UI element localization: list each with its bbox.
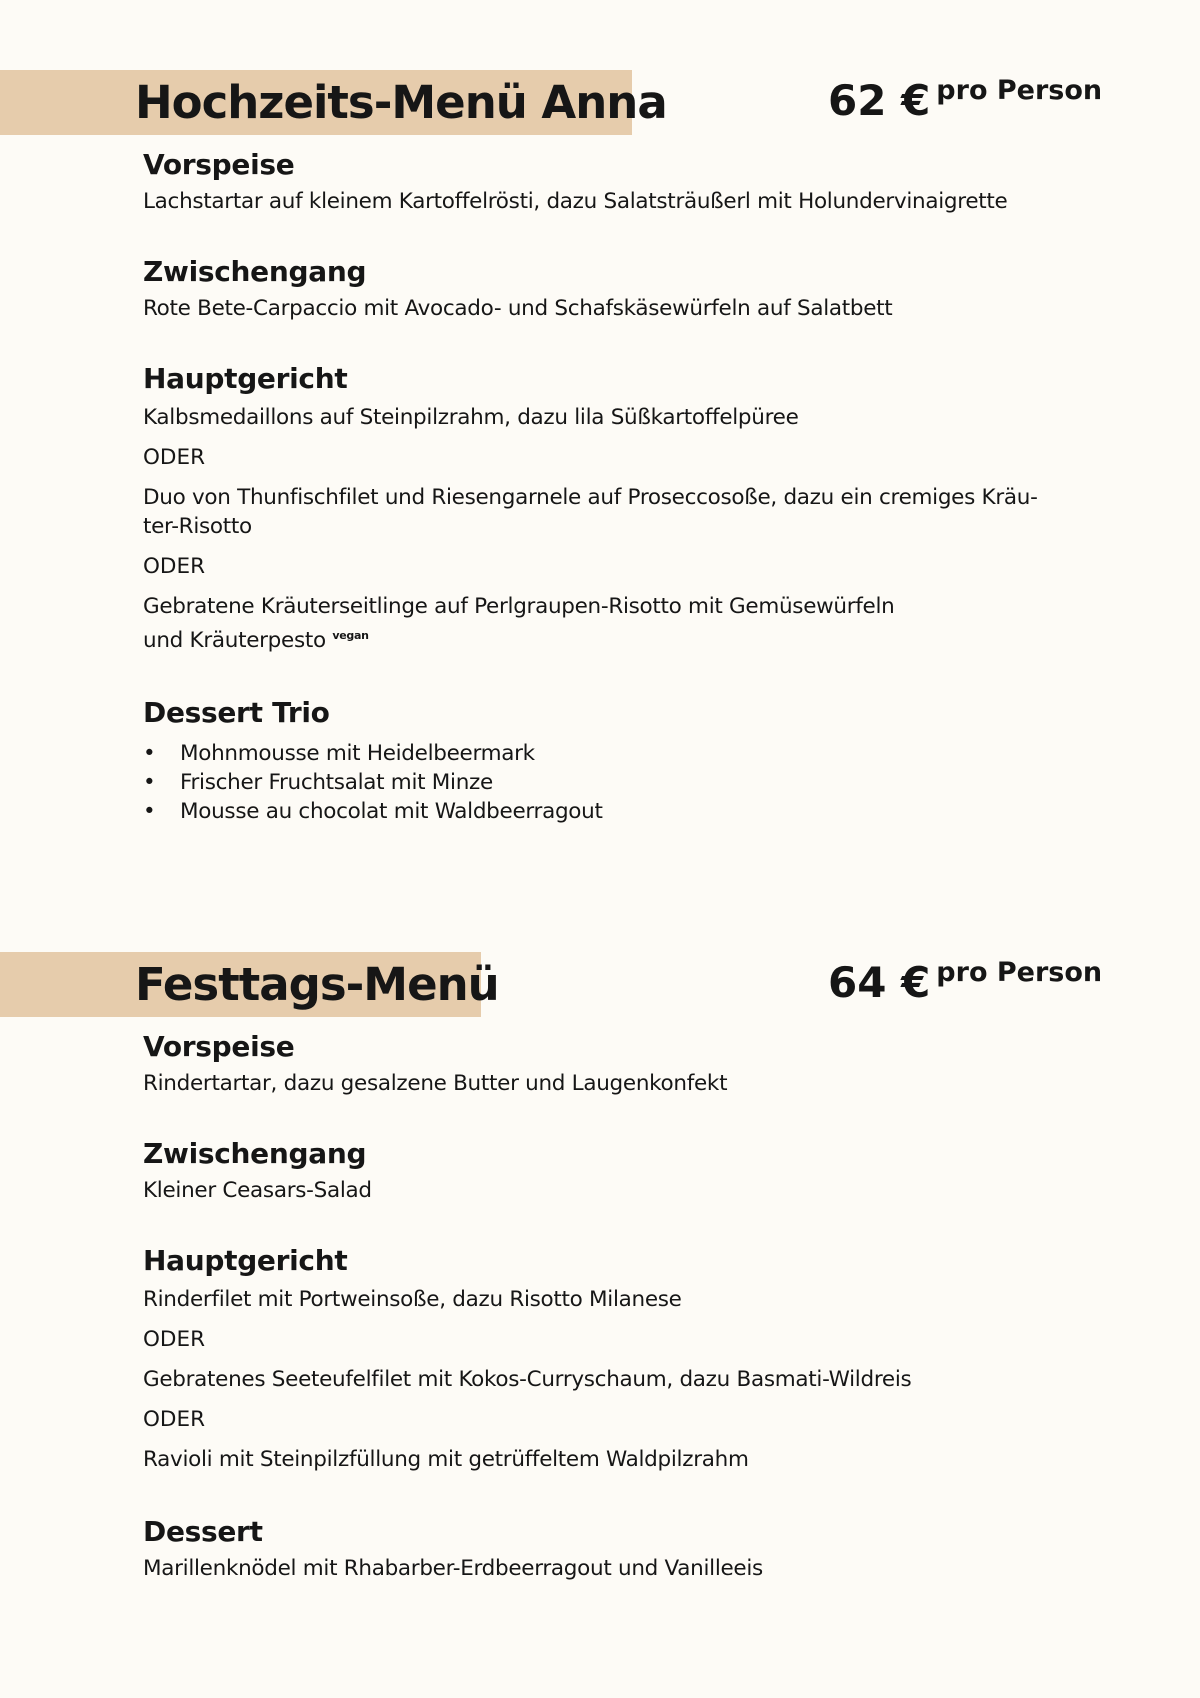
dessert-item: Mohnmousse mit Heidelbeermark [180,741,535,767]
course-heading: Hauptgericht [143,1244,348,1277]
course-vorspeise [143,145,1073,216]
dish-option-3 [143,592,1073,655]
bullet: • [143,741,156,767]
course-vorspeise [143,1027,1073,1098]
or-separator: ODER [143,1407,206,1432]
course-dessert-trio [143,693,1073,826]
dessert-item: Mousse au chocolat mit Waldbeerragout [180,799,603,825]
dish-option-3-line-2: und Kräuterpesto [143,628,326,654]
dish-option-1: Rinderfilet mit Portweinsoße, dazu Risotto Milanese [143,1287,682,1312]
menu-title-band [0,70,667,135]
vegan-tag: vegan [332,629,369,642]
or-separator: ODER [143,445,206,470]
list-item [143,797,1073,826]
dish: Kleiner Ceasars-Salad [143,1178,372,1203]
price-amount: 62 € [828,76,931,125]
course-heading: Dessert Trio [143,696,330,730]
price-unit: pro Person [936,957,1103,988]
menu-price [828,76,1102,126]
course-heading: Zwischengang [143,1137,367,1170]
course-zwischengang [143,252,1073,323]
dish: Rindertartar, dazu gesalzene Butter und Laugenkonfekt [143,1071,728,1096]
dish: Rote Bete-Carpaccio mit Avocado- und Schafskäsewürfeln auf Salatbett [143,296,893,321]
course-heading: Zwischengang [143,255,367,288]
course-heading: Hauptgericht [143,362,348,395]
dessert-list [143,739,1073,826]
price-unit: pro Person [936,75,1103,106]
course-zwischengang [143,1134,1073,1205]
menu-price [828,958,1102,1008]
course-list [0,1027,1073,1583]
dessert-item: Frischer Fruchtsalat mit Minze [180,770,493,796]
course-list [0,145,1073,826]
course-heading: Vorspeise [143,1030,295,1063]
dish-option-2-line-2: ter-Risotto [143,514,252,539]
bullet: • [143,799,156,825]
dish-option-3-line-1: Gebratene Kräuterseitlinge auf Perlgraupen-Risotto mit Gemüsewürfeln [143,594,895,619]
dish-option-2: Gebratenes Seeteufelfilet mit Kokos-Curryschaum, dazu Basmati-Wildreis [143,1367,912,1392]
menu-title: Hochzeits-Menü Anna [135,76,667,129]
dish-option-2 [143,483,1073,541]
dish-option-1: Kalbsmedaillons auf Steinpilzrahm, dazu lila Süßkartoffelpüree [143,405,799,430]
menu-festtags [0,952,1200,1581]
dish: Lachstartar auf kleinem Kartoffelrösti, dazu Salatsträußerl mit Holundervinaigrette [143,189,1008,214]
bullet: • [143,770,156,796]
list-item [143,739,1073,768]
or-separator: ODER [143,1327,206,1352]
course-dessert [143,1512,1073,1583]
course-heading: Dessert [143,1515,263,1548]
price-amount: 64 € [828,958,931,1007]
course-heading: Vorspeise [143,148,295,181]
menu-title-band [0,952,499,1017]
dish-option-3: Ravioli mit Steinpilzfüllung mit getrüffeltem Waldpilzrahm [143,1447,749,1472]
or-separator: ODER [143,554,206,579]
course-hauptgericht [143,359,1073,655]
dish-option-2-line-1: Duo von Thunfischfilet und Riesengarnele auf Proseccosoße, dazu ein cremiges Kräu- [143,485,1038,510]
dish: Marillenknödel mit Rhabarber-Erdbeerragout und Vanilleeis [143,1556,763,1581]
menu-title: Festtags-Menü [135,958,499,1011]
course-hauptgericht [143,1241,1073,1474]
menu-hochzeits-anna [0,70,1200,825]
list-item [143,768,1073,797]
